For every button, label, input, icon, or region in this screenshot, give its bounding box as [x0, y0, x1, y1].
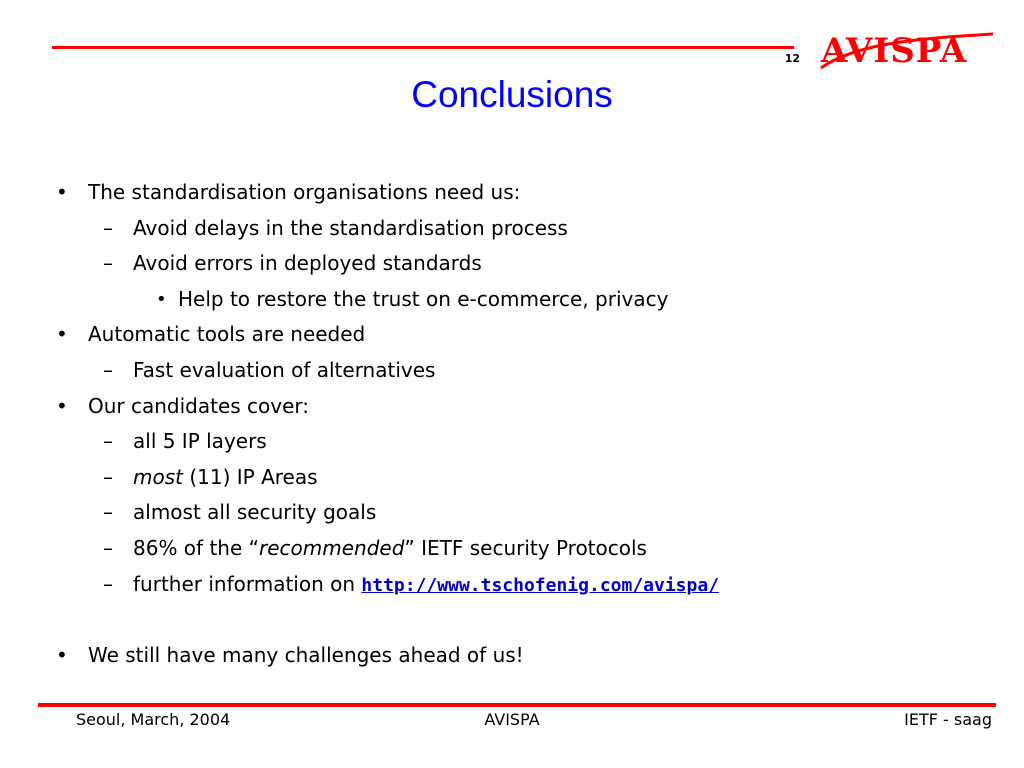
dash-marker: – [103, 464, 113, 489]
list-item [0, 389, 1024, 425]
dash-marker: – [103, 571, 113, 596]
list-item-text: almost all security goals [133, 500, 377, 525]
footer-location-date: Seoul, March, 2004 [76, 710, 231, 729]
emphasis-text: most [133, 464, 183, 489]
list-item-text: The standardisation organisations need us: [88, 180, 521, 204]
list-item [0, 317, 1024, 353]
list-item-pre: 86% of the “ [133, 535, 259, 560]
list-item-text: Automatic tools are needed [88, 322, 366, 347]
dash-marker: – [103, 251, 113, 276]
list-item-text: Avoid errors in deployed standards [133, 251, 482, 276]
bullet-marker: • [56, 180, 68, 204]
list-item [0, 495, 1024, 531]
emphasis-text: recommended [259, 535, 405, 560]
avispa-url-link[interactable]: http://www.tschofenig.com/avispa/ [361, 574, 720, 596]
spacer [0, 602, 1024, 638]
list-item-rest: ” IETF security Protocols [404, 535, 647, 560]
bullet-list [0, 175, 1024, 673]
list-item [0, 282, 1024, 318]
page-title: Conclusions [411, 74, 613, 115]
dash-marker: – [103, 357, 113, 382]
list-item [0, 175, 1024, 211]
slide-number: 12 [784, 52, 800, 65]
list-item-text: Fast evaluation of alternatives [133, 357, 436, 382]
list-item-text: Avoid delays in the standardisation process [133, 215, 568, 240]
avispa-logo [817, 28, 995, 70]
dash-marker: – [103, 535, 113, 560]
list-item [0, 246, 1024, 282]
list-item-rest: (11) IP Areas [182, 464, 318, 489]
list-item-text: Help to restore the trust on e-commerce, privacy [178, 286, 669, 311]
list-item-text: Our candidates cover: [88, 393, 310, 418]
list-item [0, 211, 1024, 247]
list-item [0, 353, 1024, 389]
bullet-marker: • [56, 322, 68, 347]
footer-project: AVISPA [484, 710, 540, 729]
dash-marker: – [103, 429, 113, 454]
list-item [0, 424, 1024, 460]
bottom-rule [38, 703, 996, 707]
dash-marker: – [103, 500, 113, 525]
list-item-text [133, 531, 647, 567]
dash-marker: – [103, 215, 113, 240]
footer-venue: IETF - saag [904, 710, 992, 729]
top-rule [52, 46, 794, 49]
list-item-pre: further information on [133, 571, 362, 596]
logo-text: AVISPA [821, 31, 968, 70]
list-item [0, 567, 1024, 603]
list-item [0, 460, 1024, 496]
list-item-text: We still have many challenges ahead of us! [88, 642, 524, 667]
list-item-text [133, 460, 318, 496]
bullet-marker: • [56, 393, 68, 418]
bullet-marker: • [156, 288, 167, 310]
list-item [0, 531, 1024, 567]
bullet-marker: • [56, 642, 68, 667]
list-item-text [133, 567, 719, 604]
list-item [0, 638, 1024, 674]
list-item-text: all 5 IP layers [133, 429, 267, 454]
